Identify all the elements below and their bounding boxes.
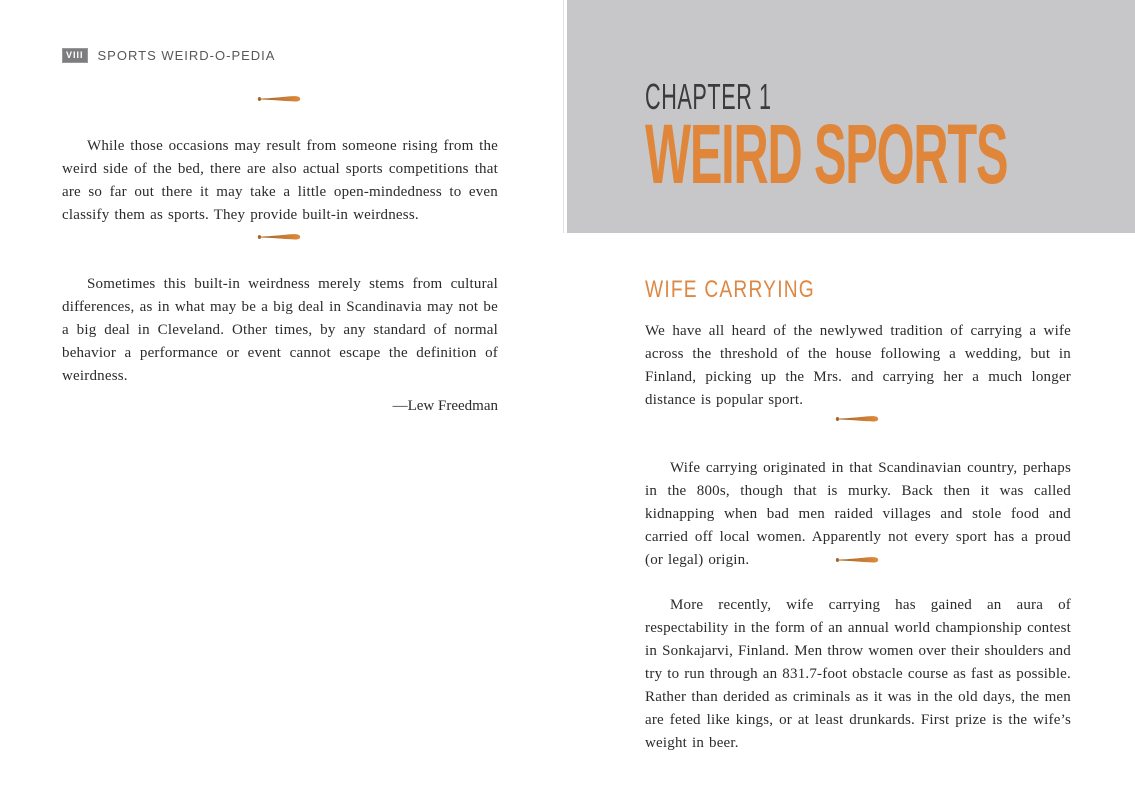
baseball-bat-icon (835, 553, 881, 565)
baseball-bat-ornament (257, 230, 303, 242)
baseball-bat-icon (257, 230, 303, 242)
chapter-header-block (567, 0, 1135, 233)
folio-page-number: VIII (62, 48, 88, 63)
chapter-number: CHAPTER 1 (645, 76, 772, 117)
section-heading: WIFE CARRYING (645, 276, 815, 303)
running-head (62, 48, 275, 63)
baseball-bat-icon (257, 92, 303, 104)
chapter-title: WEIRD SPORTS (645, 107, 1008, 201)
left-paragraph-1: While those occasions may result from someone rising from the weird side of the bed, there are also actual sports competitions that are so far out there it may take a little open-mindedness to even classify them as sports. They provide built-in weirdness. (62, 138, 498, 223)
baseball-bat-icon (835, 412, 881, 424)
baseball-bat-ornament (835, 412, 881, 424)
baseball-bat-ornament (257, 92, 303, 104)
left-page (0, 0, 567, 800)
left-paragraph-2: Sometimes this built-in weirdness merely stems from cultural differences, as in what may be a big deal in Scandinavia may not be a big deal in Cleveland. Other times, by any standard of normal behavior a performance or event cannot escape the definition of weirdness. (62, 276, 498, 384)
author-attribution: —Lew Freedman (392, 398, 498, 414)
right-paragraph-2: Wife carrying originated in that Scandinavian country, perhaps in the 800s, though that is murky. Back then it was called kidnapping when bad men raided villages and stole food and carried off local women. Apparently not every sport has a proud (or legal) origin. (645, 460, 1071, 568)
running-head-title: SPORTS WEIRD-O-PEDIA (97, 48, 276, 63)
baseball-bat-ornament (835, 553, 881, 565)
right-paragraph-3: More recently, wife carrying has gained an aura of respectability in the form of an annual world championship contest in Sonkajarvi, Finland. Men throw women over their shoulders and try to run through an 831.7-foot obstacle course as fast as possible. Rather than derided as criminals as it was in the old days, the men are feted like kings, or at least drunkards. First prize is the wife’s weight in beer. (645, 597, 1071, 751)
page-spine-divider (563, 0, 564, 233)
right-paragraph-1: We have all heard of the newlywed tradition of carrying a wife across the threshold of the house following a wedding, but in Finland, picking up the Mrs. and carrying her a much longer distance is popular sport. (645, 323, 1071, 408)
